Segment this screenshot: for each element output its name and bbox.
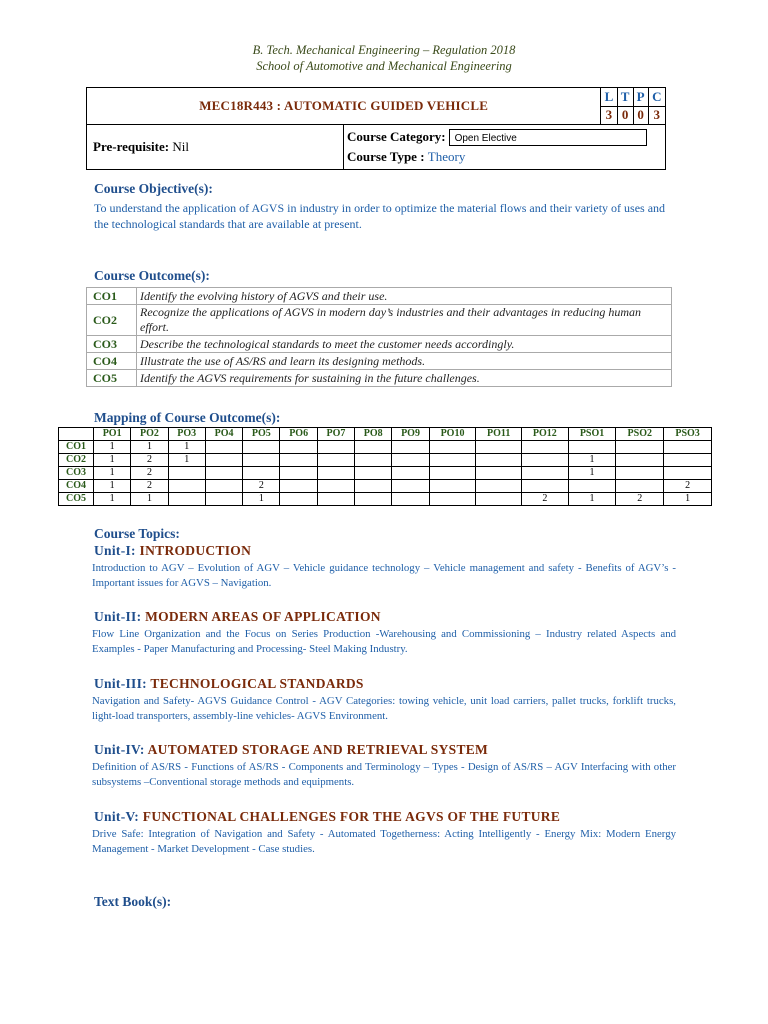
mapping-heading: Mapping of Course Outcome(s): [94,410,281,425]
school-header: School of Automotive and Mechanical Engineering [256,59,512,73]
mapping-cell [429,493,476,506]
mapping-row-header: CO4 [59,480,94,493]
outcome-id: CO1 [87,288,137,305]
mapping-column-header: PO2 [131,428,168,441]
outcome-row [87,336,672,353]
mapping-row [59,441,712,454]
mapping-cell [392,480,429,493]
mapping-cell [429,454,476,467]
mapping-cell [429,441,476,454]
mapping-cell: 1 [664,493,712,506]
course-code-title [87,88,601,125]
outcome-id: CO4 [87,353,137,370]
topics-heading: Course Topics: [94,526,180,541]
mapping-column-header: PO4 [205,428,242,441]
mapping-cell: 2 [131,454,168,467]
mapping-cell: 1 [568,454,616,467]
mapping-cell [280,454,317,467]
mapping-cell [392,467,429,480]
mapping-cell [280,467,317,480]
mapping-column-header: PSO3 [664,428,712,441]
ltpc-header-p: P [633,88,648,107]
prerequisite-label: Pre-requisite: [93,139,170,154]
mapping-cell: 1 [243,493,280,506]
mapping-row [59,493,712,506]
mapping-cell: 2 [131,467,168,480]
mapping-cell [355,454,392,467]
unit-1-heading [94,543,251,559]
mapping-column-header: PO10 [429,428,476,441]
mapping-cell [522,441,569,454]
unit-3-heading [94,676,364,692]
mapping-cell: 1 [94,480,131,493]
mapping-cell [616,454,664,467]
mapping-cell: 1 [131,493,168,506]
mapping-cell [243,467,280,480]
unit-1-title: INTRODUCTION [139,543,252,558]
mapping-cell [317,467,354,480]
mapping-cell [429,467,476,480]
mapping-cell [522,454,569,467]
mapping-cell [664,441,712,454]
mapping-cell [476,454,522,467]
unit-2-prefix: Unit-II: [94,609,142,624]
mapping-cell [317,454,354,467]
mapping-column-header: PO9 [392,428,429,441]
category-cell [344,125,666,170]
unit-2-heading [94,609,381,625]
mapping-cell: 1 [131,441,168,454]
mapping-cell [392,493,429,506]
mapping-cell [280,441,317,454]
unit-5-prefix: Unit-V: [94,809,140,824]
mapping-cell: 2 [131,480,168,493]
outcomes-table [86,287,672,387]
mapping-row-header: CO1 [59,441,94,454]
mapping-column-header: PO6 [280,428,317,441]
mapping-cell [205,441,242,454]
prerequisite-value: Nil [172,139,189,154]
unit-5-title: FUNCTIONAL CHALLENGES FOR THE AGVS OF THE FUTURE [142,809,561,824]
mapping-cell [429,480,476,493]
mapping-cell [280,480,317,493]
mapping-cell [317,441,354,454]
mapping-cell [317,493,354,506]
mapping-cell [205,467,242,480]
ltpc-header-l: L [601,88,617,107]
mapping-corner-cell [59,428,94,441]
mapping-column-header: PSO2 [616,428,664,441]
category-label: Course Category: [347,129,446,144]
mapping-cell [205,454,242,467]
ltpc-value-p: 0 [633,106,648,125]
mapping-column-header: PO12 [522,428,569,441]
mapping-column-header: PO11 [476,428,522,441]
outcome-row [87,353,672,370]
mapping-cell [355,467,392,480]
mapping-cell [522,480,569,493]
mapping-cell [355,493,392,506]
unit-4-title: AUTOMATED STORAGE AND RETRIEVAL SYSTEM [147,742,489,757]
mapping-cell: 2 [664,480,712,493]
mapping-column-header: PO5 [243,428,280,441]
mapping-cell [568,441,616,454]
unit-1-body: Introduction to AGV – Evolution of AGV – Vehicle guidance technology – Vehicle management and safety - Benefits of AGV’s - Important issues for AGVS – Navigation. [92,562,676,589]
mapping-cell [476,467,522,480]
mapping-cell [664,467,712,480]
mapping-cell [392,441,429,454]
unit-1-prefix: Unit-I: [94,543,136,558]
mapping-cell [280,493,317,506]
objective-heading: Course Objective(s): [94,181,213,196]
mapping-cell [522,467,569,480]
ltpc-value-c: 3 [648,106,665,125]
outcome-row [87,288,672,305]
mapping-cell: 1 [94,467,131,480]
mapping-cell [664,454,712,467]
mapping-cell [355,480,392,493]
outcome-row [87,305,672,336]
regulation-header: B. Tech. Mechanical Engineering – Regulation 2018 [252,43,516,57]
course-code: MEC18R443 [199,98,274,113]
mapping-cell [243,454,280,467]
mapping-column-header: PSO1 [568,428,616,441]
objective-text: To understand the application of AGVS in industry in order to optimize the material flows and their variety of uses and the technological standards that are available at present. [94,201,666,231]
mapping-cell: 1 [568,467,616,480]
mapping-cell [476,441,522,454]
unit-2-body: Flow Line Organization and the Focus on Series Production -Warehousing and Commissioning – Industry related Aspects and Examples - Paper Manufacturing and Processing- Steel Making Industry. [92,628,676,655]
unit-2-title: MODERN AREAS OF APPLICATION [145,609,381,624]
mapping-cell [205,480,242,493]
mapping-cell [616,441,664,454]
outcome-text: Identify the AGVS requirements for sustaining in the future challenges. [137,370,672,387]
mapping-cell [317,480,354,493]
outcome-id: CO3 [87,336,137,353]
mapping-column-header: PO3 [168,428,205,441]
outcome-text: Describe the technological standards to meet the customer needs accordingly. [137,336,672,353]
mapping-cell: 1 [168,441,205,454]
mapping-cell: 2 [616,493,664,506]
course-type-label: Course Type : [347,149,425,164]
mapping-cell [168,493,205,506]
mapping-row [59,454,712,467]
outcome-id: CO5 [87,370,137,387]
mapping-cell [476,480,522,493]
unit-4-prefix: Unit-IV: [94,742,145,757]
mapping-column-header: PO7 [317,428,354,441]
category-value-box: Open Elective [449,129,647,146]
ltpc-header-c: C [648,88,665,107]
mapping-cell [616,467,664,480]
mapping-cell: 2 [522,493,569,506]
mapping-row [59,467,712,480]
mapping-cell [168,467,205,480]
mapping-row-header: CO5 [59,493,94,506]
mapping-cell [392,454,429,467]
course-info-table [86,87,666,170]
ltpc-value-t: 0 [617,106,633,125]
outcome-text: Illustrate the use of AS/RS and learn its designing methods. [137,353,672,370]
mapping-cell [355,441,392,454]
mapping-cell [568,480,616,493]
mapping-column-header: PO1 [94,428,131,441]
mapping-column-header: PO8 [355,428,392,441]
mapping-cell [168,480,205,493]
outcome-text: Identify the evolving history of AGVS and their use. [137,288,672,305]
textbooks-heading: Text Book(s): [94,894,172,909]
unit-3-prefix: Unit-III: [94,676,147,691]
ltpc-value-l: 3 [601,106,617,125]
prerequisite-cell [87,125,344,170]
mapping-table [58,427,712,506]
mapping-cell [243,441,280,454]
outcome-id: CO2 [87,305,137,336]
course-separator: : [273,98,284,113]
mapping-row-header: CO2 [59,454,94,467]
mapping-cell: 1 [94,493,131,506]
mapping-cell: 1 [168,454,205,467]
outcome-text: Recognize the applications of AGVS in modern day’s industries and their advantages in reducing human effort. [137,305,672,336]
unit-4-body: Definition of AS/RS - Functions of AS/RS - Components and Terminology – Types - Design of AS/RS – AGV Interfacing with other subsystems –Conventional storage methods and equipments. [92,761,676,788]
unit-3-title: TECHNOLOGICAL STANDARDS [150,676,364,691]
ltpc-header-t: T [617,88,633,107]
mapping-row-header: CO3 [59,467,94,480]
mapping-cell [205,493,242,506]
unit-4-heading [94,742,488,758]
unit-5-body: Drive Safe: Integration of Navigation and Safety - Automated Togetherness: Acting Intelligently - Energy Mix: Modern Energy Management - Market Development - Case studies. [92,828,676,855]
mapping-cell: 2 [243,480,280,493]
mapping-cell [476,493,522,506]
mapping-header-row [59,428,712,441]
mapping-cell [616,480,664,493]
mapping-cell: 1 [94,441,131,454]
outcome-row [87,370,672,387]
unit-5-heading [94,809,560,825]
course-title: AUTOMATIC GUIDED VEHICLE [283,98,489,113]
mapping-cell: 1 [568,493,616,506]
outcomes-heading: Course Outcome(s): [94,268,210,283]
mapping-cell: 1 [94,454,131,467]
course-type-value: Theory [427,149,466,164]
unit-3-body: Navigation and Safety- AGVS Guidance Control - AGV Categories: towing vehicle, unit load carriers, pallet trucks, forklift trucks, light-load transporters, assembly-line vehicles- AGVS Environment. [92,695,676,722]
mapping-row [59,480,712,493]
